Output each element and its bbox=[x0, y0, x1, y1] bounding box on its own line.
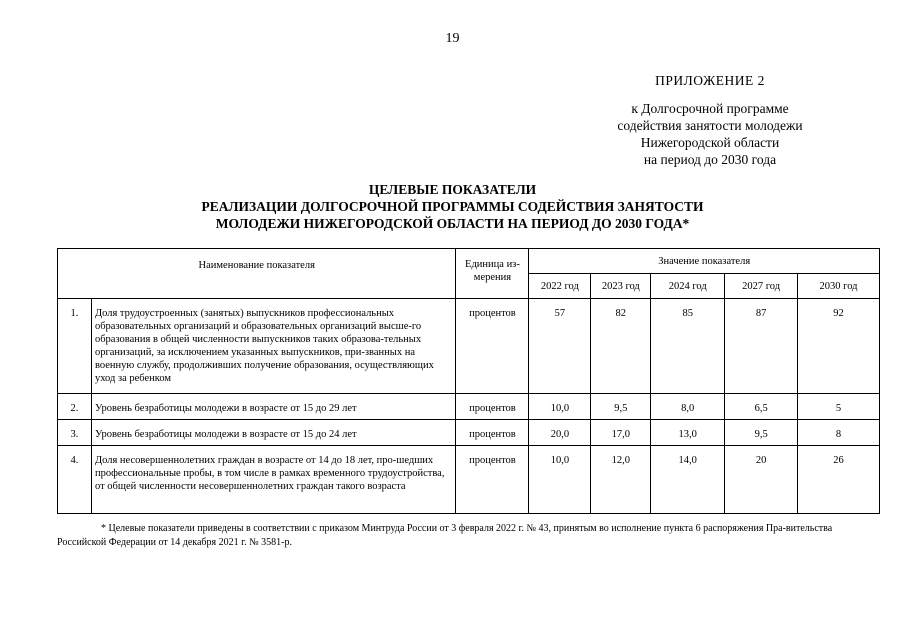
header-year: 2027 год bbox=[725, 274, 798, 299]
value-cell: 10,0 bbox=[529, 446, 591, 514]
header-unit: Единица из-мерения bbox=[456, 249, 529, 299]
appendix-title: ПРИЛОЖЕНИЕ 2 bbox=[655, 73, 765, 88]
value-cell: 14,0 bbox=[651, 446, 725, 514]
appendix-block bbox=[600, 72, 820, 168]
value-cell: 57 bbox=[529, 299, 591, 394]
appendix-line: на период до 2030 года bbox=[643, 152, 777, 167]
value-cell: 8 bbox=[798, 420, 880, 446]
value-cell: 17,0 bbox=[591, 420, 651, 446]
header-year: 2030 год bbox=[798, 274, 880, 299]
heading-line: РЕАЛИЗАЦИИ ДОЛГОСРОЧНОЙ ПРОГРАММЫ СОДЕЙСТВИЯ ЗАНЯТОСТИ bbox=[201, 199, 704, 214]
indicator-name: Уровень безработицы молодежи в возрасте от 15 до 29 лет bbox=[91, 394, 456, 420]
row-number: 1. bbox=[58, 299, 92, 394]
row-number: 4. bbox=[58, 446, 92, 514]
indicator-name: Доля трудоустроенных (занятых) выпускников профессиональных образовательных организаций и образовательных организаций высше-го образования в общей численности выпускников таких образова-тельных организаций, за исключением указанных выпускников, при-званных на военную службу, продолживших получение образования, осуществляющих уход за ребенком bbox=[91, 299, 456, 394]
value-cell: 20,0 bbox=[529, 420, 591, 446]
value-cell: 92 bbox=[798, 299, 880, 394]
value-cell: 8,0 bbox=[651, 394, 725, 420]
indicator-unit: процентов bbox=[456, 394, 529, 420]
table-row bbox=[58, 446, 880, 514]
table-header-row bbox=[58, 249, 880, 274]
footnote: * Целевые показатели приведены в соответствии с приказом Минтруда России от 3 февраля 2022 г. № 43, принятым во исполнение пункта 6 распоряжения Пра-вительства Российской Федерации от 14 декабря 2021 г. № 3581-р. bbox=[57, 523, 833, 548]
appendix-line: содействия занятости молодежи bbox=[617, 118, 803, 133]
value-cell: 87 bbox=[725, 299, 798, 394]
value-cell: 82 bbox=[591, 299, 651, 394]
value-cell: 26 bbox=[798, 446, 880, 514]
indicator-unit: процентов bbox=[456, 420, 529, 446]
value-cell: 9,5 bbox=[591, 394, 651, 420]
indicator-name: Уровень безработицы молодежи в возрасте от 15 до 24 лет bbox=[91, 420, 456, 446]
row-number: 2. bbox=[58, 394, 92, 420]
value-cell: 5 bbox=[798, 394, 880, 420]
heading-line: МОЛОДЕЖИ НИЖЕГОРОДСКОЙ ОБЛАСТИ НА ПЕРИОД ДО 2030 ГОДА* bbox=[215, 216, 690, 231]
indicators-table bbox=[57, 248, 880, 514]
value-cell: 12,0 bbox=[591, 446, 651, 514]
appendix-line: к Долгосрочной программе bbox=[631, 101, 789, 116]
header-year: 2022 год bbox=[529, 274, 591, 299]
header-name: Наименование показателя bbox=[58, 249, 456, 299]
value-cell: 20 bbox=[725, 446, 798, 514]
header-year: 2024 год bbox=[651, 274, 725, 299]
value-cell: 9,5 bbox=[725, 420, 798, 446]
value-cell: 85 bbox=[651, 299, 725, 394]
document-heading bbox=[0, 181, 905, 232]
table-row bbox=[58, 394, 880, 420]
indicator-name: Доля несовершеннолетних граждан в возрасте от 14 до 18 лет, про-шедших профессиональные пробы, в том числе в рамках временного трудоустройства, от общей численности несовершеннолетних граждан такого возраста bbox=[91, 446, 456, 514]
indicator-unit: процентов bbox=[456, 446, 529, 514]
table-row bbox=[58, 299, 880, 394]
value-cell: 10,0 bbox=[529, 394, 591, 420]
value-cell: 6,5 bbox=[725, 394, 798, 420]
page-number: 19 bbox=[445, 31, 460, 46]
header-year: 2023 год bbox=[591, 274, 651, 299]
row-number: 3. bbox=[58, 420, 92, 446]
header-value: Значение показателя bbox=[529, 249, 880, 274]
appendix-line: Нижегородской области bbox=[640, 135, 780, 150]
table-row bbox=[58, 420, 880, 446]
heading-line: ЦЕЛЕВЫЕ ПОКАЗАТЕЛИ bbox=[368, 182, 537, 197]
value-cell: 13,0 bbox=[651, 420, 725, 446]
indicator-unit: процентов bbox=[456, 299, 529, 394]
